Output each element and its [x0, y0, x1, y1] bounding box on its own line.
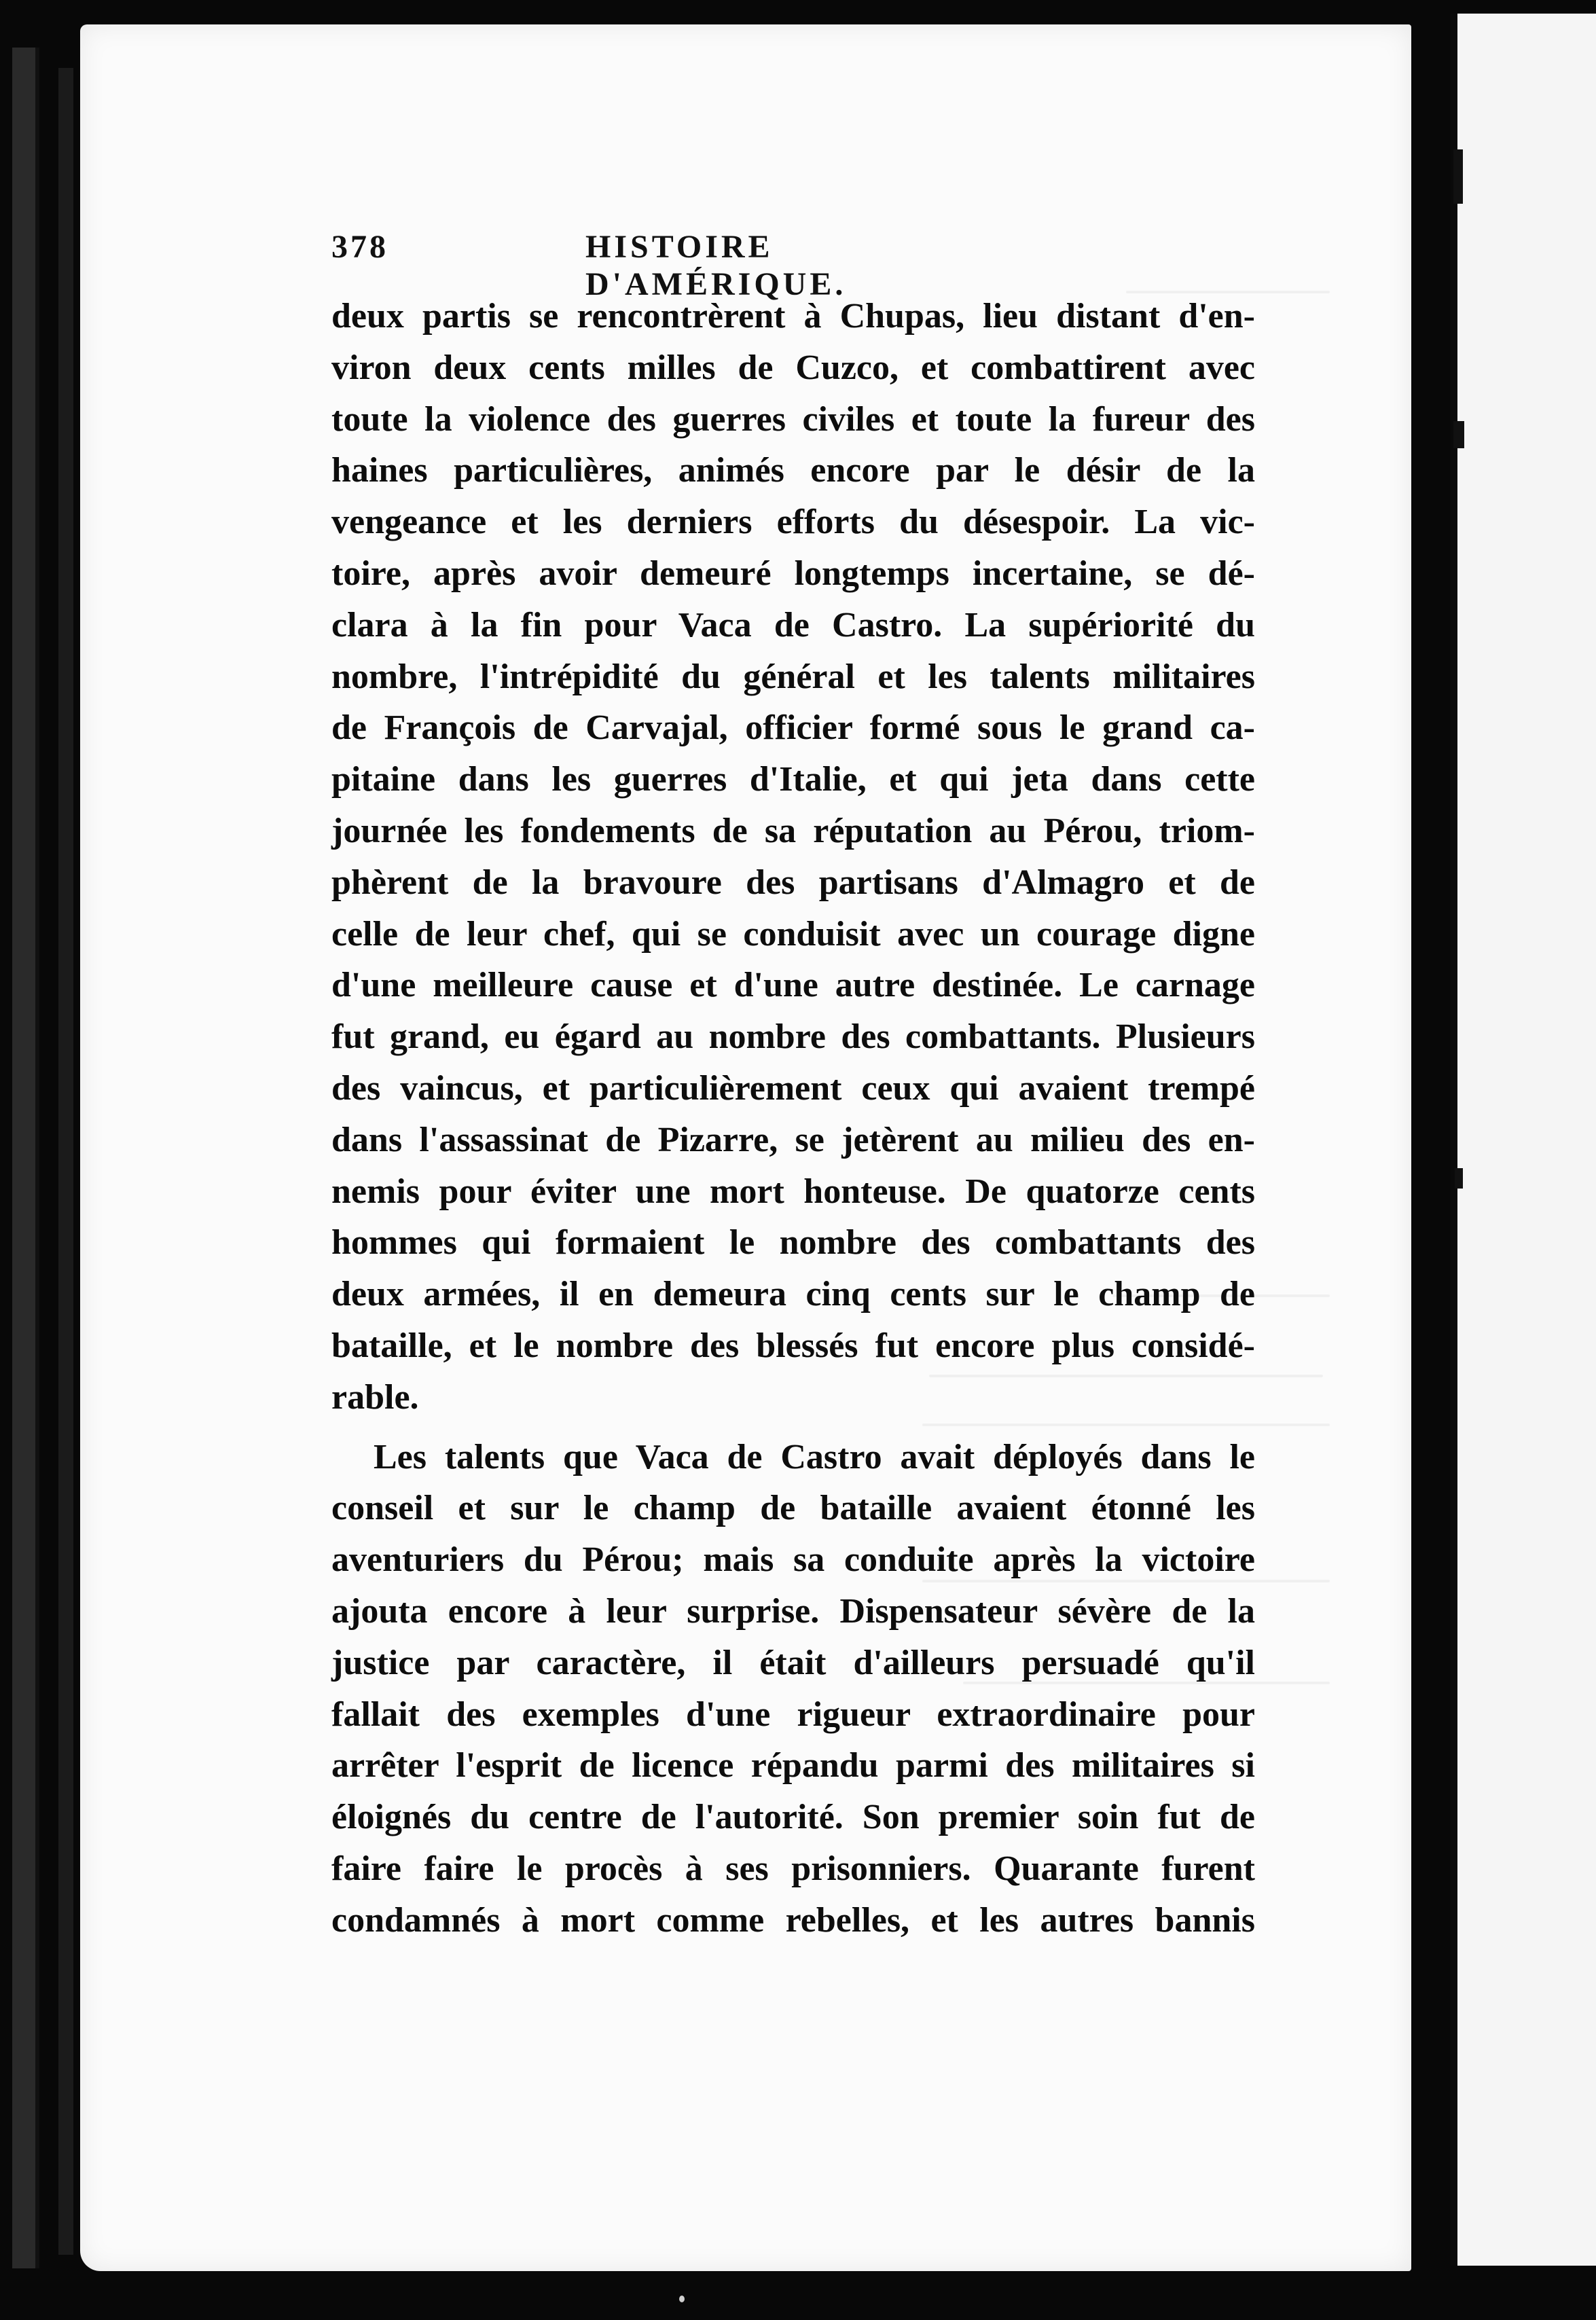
page-number: 378: [331, 229, 388, 265]
text-line: fut grand, eu égard au nombre des combattants. Plusieurs: [331, 1017, 1255, 1057]
paragraph-first-line: Les talents que Vaca de Castro avait déployés dans le: [374, 1437, 1255, 1476]
paragraph-end-line: rable.: [331, 1377, 419, 1417]
text-line: d'une meilleure cause et d'une autre destinée. Le carnage: [331, 966, 1255, 1005]
text-line: hommes qui formaient le nombre des combattants des: [331, 1223, 1255, 1263]
running-header: [331, 228, 1011, 302]
text-line: nemis pour éviter une mort honteuse. De quatorze cents: [331, 1172, 1255, 1211]
text-line: conseil et sur le champ de bataille avaient étonné les: [331, 1489, 1255, 1528]
text-line: des vaincus, et particulièrement ceux qui avaient trempé: [331, 1068, 1255, 1108]
text-line: bataille, et le nombre des blessés fut encore plus considé-: [331, 1326, 1255, 1365]
text-line: aventuriers du Pérou; mais sa conduite après la victoire: [331, 1540, 1255, 1580]
text-line: de François de Carvajal, officier formé sous le grand ca-: [331, 708, 1255, 748]
text-line: deux armées, il en demeura cinq cents sur le champ de: [331, 1275, 1255, 1314]
text-line: fallait des exemples d'une rigueur extraordinaire pour: [331, 1694, 1255, 1734]
text-line: ajouta encore à leur surprise. Dispensateur sévère de la: [331, 1591, 1255, 1631]
text-line: arrêter l'esprit de licence répandu parmi des militaires si: [331, 1746, 1255, 1786]
text-line: éloignés du centre de l'autorité. Son premier soin fut de: [331, 1798, 1255, 1837]
text-line: journée les fondements de sa réputation au Pérou, triom-: [331, 811, 1255, 850]
text-line: celle de leur chef, qui se conduisit avec un courage digne: [331, 914, 1255, 954]
text-line: clara à la fin pour Vaca de Castro. La supériorité du: [331, 605, 1255, 645]
text-line: phèrent de la bravoure des partisans d'Almagro et de: [331, 863, 1255, 902]
text-line: dans l'assassinat de Pizarre, se jetèrent au milieu des en-: [331, 1120, 1255, 1159]
binding-edge: [12, 48, 39, 2268]
text-line: toute la violence des guerres civiles et toute la fureur des: [331, 399, 1255, 439]
text-line: vengeance et les derniers efforts du désespoir. La vic-: [331, 503, 1255, 542]
text-line: pitaine dans les guerres d'Italie, et qui jeta dans cette: [331, 760, 1255, 799]
text-line: condamnés à mort comme rebelles, et les autres bannis: [331, 1900, 1255, 1940]
facing-page-edge: [1451, 14, 1596, 2266]
binding-shadow: [58, 68, 73, 2255]
text-line: deux partis se rencontrèrent à Chupas, lieu distant d'en-: [331, 297, 1255, 336]
text-line: faire faire le procès à ses prisonniers. Quarante furent: [331, 1849, 1255, 1888]
text-line: haines particulières, animés encore par le désir de la: [331, 451, 1255, 490]
text-line: justice par caractère, il était d'ailleurs persuadé qu'il: [331, 1643, 1255, 1682]
scan-speck: [679, 2296, 685, 2302]
text-line: viron deux cents milles de Cuzco, et combattirent avec: [331, 348, 1255, 387]
running-title: HISTOIRE D'AMÉRIQUE.: [585, 229, 847, 302]
text-line: nombre, l'intrépidité du général et les talents militaires: [331, 657, 1255, 696]
body-text: [331, 291, 1255, 1946]
text-line: toire, après avoir demeuré longtemps incertaine, se dé-: [331, 554, 1255, 593]
